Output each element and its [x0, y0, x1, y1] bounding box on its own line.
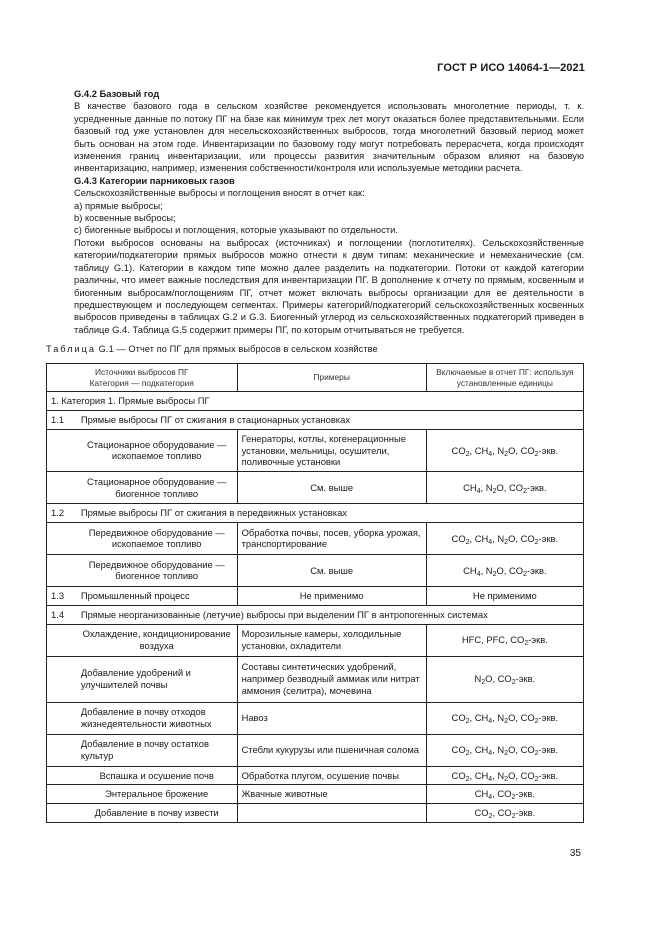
table-caption — [46, 344, 378, 354]
ghg-cell: $CO_2$, $CH_4$, $N_2O$, $CO_2$-экв. — [426, 702, 583, 734]
column-header-sources: Источники выбросов ПГ Категория — подкатегория — [47, 364, 238, 392]
example-cell: Обработка почвы, посев, уборка урожая, транспортирование — [237, 522, 426, 554]
table-row — [47, 472, 584, 504]
paragraph: В качестве базового года в сельском хозяйстве рекомендуется использовать многолетние периоды, т. к. усредненные данные по потоку ПГ на базе как минимум трех лет могут оказаться более представительными. Если базовый год уже установлен для несельскохозяйственных выбросов, тогда многолетний базовый период может быть основан на этом годе. Инвентаризации по базовому году могут потребовать перерасчета, когда происходят изменения границ инвентаризации, или процессы развития значительным образом влияют на базовую инвентаризацию, например, изменения собственности/контроля или используемые методики расчета. — [74, 100, 584, 174]
example-cell: Морозильные камеры, холодильные установки, охладители — [237, 624, 426, 656]
source-cell: Вспашка и осушение почв — [77, 766, 237, 785]
paragraph: Потоки выбросов основаны на выбросах (источниках) и поглощении (поглотителях). Сельскохозяйственные категории/подкатегории прямых выбросов можно отнести к двум типам: механические и немеханические (см. таблицу G.1). Категории в каждом типе можно далее разделить на подкатегории. Потоки от каждой категории различны, что имеет важные последствия для инвентаризации ПГ. В дополнение к отчету по прямым, косвенным и биогенным выбросам/поглощениям ПГ, отчет может включать выбросы организации для ее деятельности в предшествующем и последующем сегментах. Примеры категорий/подкатегорий сельскохозяйственных косвенных выбросов приведены в таблицах G.2 и G.3. Биогенный углерод из сельскохозяйственных подкатегорий приведен в таблице G.4. Таблица G.5 содержит примеры ПГ, по которым отчитываться не требуется. — [74, 236, 584, 335]
ghg-cell: $CO_2$, $CH_4$, $N_2O$, $CO_2$-экв. — [426, 522, 583, 554]
list-item: a) прямые выбросы; — [74, 199, 163, 211]
group-number: 1.1 — [47, 410, 77, 429]
table-row — [47, 429, 584, 471]
source-cell: Энтеральное брожение — [77, 785, 237, 804]
document-code: ГОСТ Р ИСО 14064-1—2021 — [437, 62, 585, 74]
ghg-cell: $CO_2$, $CH_4$, $N_2O$, $CO_2$-экв. — [426, 429, 583, 471]
table-row — [47, 522, 584, 554]
group-title: Прямые неорганизованные (летучие) выбросы при выделении ПГ в антропогенных системах — [77, 605, 584, 624]
table-row — [47, 804, 584, 823]
example-cell: Составы синтетических удобрений, например безводный аммиак или нитрат аммония (селитра), мочевина — [237, 656, 426, 702]
paragraph: Сельскохозяйственные выбросы и поглощения вносят в отчет как: — [74, 187, 365, 199]
emissions-table — [46, 363, 584, 823]
example-cell: Стебли кукурузы или пшеничная солома — [237, 734, 426, 766]
table-row — [47, 504, 584, 523]
ghg-cell: $N_2O$, $CO_2$-экв. — [426, 656, 583, 702]
table-row — [47, 734, 584, 766]
example-cell: См. выше — [237, 472, 426, 504]
example-cell: Обработка плугом, осушение почвы — [237, 766, 426, 785]
group-number: 1.2 — [47, 504, 77, 523]
table-row — [47, 785, 584, 804]
column-header-reported-ghg: Включаемые в отчет ПГ: используя установленные единицы — [426, 364, 583, 392]
list-item: b) косвенные выбросы; — [74, 212, 176, 224]
source-cell: Передвижное оборудование — биогенное топливо — [77, 554, 237, 586]
list-item: c) биогенные выбросы и поглощения, которые указывают по отдельности. — [74, 224, 398, 236]
source-cell: Передвижное оборудование — ископаемое топливо — [77, 522, 237, 554]
group-title: Прямые выбросы ПГ от сжигания в стационарных установках — [77, 410, 584, 429]
example-cell: См. выше — [237, 554, 426, 586]
group-title: Прямые выбросы ПГ от сжигания в передвижных установках — [77, 504, 584, 523]
ghg-cell: $CH_4$, $N_2O$, $CO_2$-экв. — [426, 472, 583, 504]
ghg-cell: Не применимо — [426, 586, 583, 605]
table-caption-text: G.1 — Отчет по ПГ для прямых выбросов в сельском хозяйстве — [96, 344, 378, 354]
column-header-examples: Примеры — [237, 364, 426, 392]
body-text — [74, 88, 584, 336]
source-cell: Добавление в почву извести — [77, 804, 237, 823]
table-row — [47, 605, 584, 624]
group-number: 1.4 — [47, 605, 77, 624]
source-cell: Стационарное оборудование — биогенное топливо — [77, 472, 237, 504]
table-row — [47, 392, 584, 411]
source-cell: Стационарное оборудование — ископаемое топливо — [77, 429, 237, 471]
source-cell: Добавление удобрений и улучшителей почвы — [77, 656, 237, 702]
group-title: Промышленный процесс — [77, 586, 237, 605]
group-number: 1.3 — [47, 586, 77, 605]
example-cell: Не применимо — [237, 586, 426, 605]
source-cell: Охлаждение, кондиционирование воздуха — [77, 624, 237, 656]
table-header-row — [47, 364, 584, 392]
source-cell: Добавление в почву остатков культур — [77, 734, 237, 766]
example-cell: Навоз — [237, 702, 426, 734]
table-row — [47, 410, 584, 429]
example-cell: Генераторы, котлы, когенерационные установки, мельницы, осушители, поливочные установки — [237, 429, 426, 471]
ghg-cell: $CH_4$, $CO_2$-экв. — [426, 785, 583, 804]
ghg-cell: $CH_4$, $N_2O$, $CO_2$-экв. — [426, 554, 583, 586]
example-cell: Жвачные животные — [237, 785, 426, 804]
section-heading-ghg-categories: G.4.3 Категории парниковых газов — [74, 174, 235, 186]
page-number: 35 — [569, 848, 581, 859]
section-heading-base-year: G.4.2 Базовый год — [74, 88, 160, 99]
table-row — [47, 586, 584, 605]
category-title: 1. Категория 1. Прямые выбросы ПГ — [47, 392, 584, 411]
table-row — [47, 656, 584, 702]
table-row — [47, 702, 584, 734]
ghg-cell: $CO_2$, $CH_4$, $N_2O$, $CO_2$-экв. — [426, 766, 583, 785]
table-row — [47, 554, 584, 586]
table-row — [47, 624, 584, 656]
ghg-cell: $CO_2$, $CO_2$-экв. — [426, 804, 583, 823]
table-caption-word: Таблица — [46, 344, 97, 354]
ghg-cell: $CO_2$, $CH_4$, $N_2O$, $CO_2$-экв. — [426, 734, 583, 766]
source-cell: Добавление в почву отходов жизнедеятельности животных — [77, 702, 237, 734]
ghg-cell: HFC, PFC, $CO_2$-экв. — [426, 624, 583, 656]
table-row — [47, 766, 584, 785]
example-cell — [237, 804, 426, 823]
